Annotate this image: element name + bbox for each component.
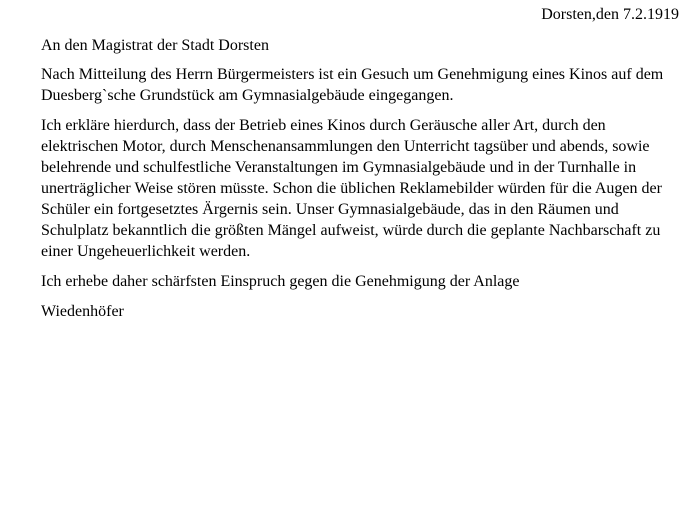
paragraph-objection: Ich erhebe daher schärfsten Einspruch gegen die Genehmigung der Anlage xyxy=(41,273,520,290)
date-line: Dorsten,den 7.2.1919 xyxy=(541,6,679,23)
signature-name: Wiedenhöfer xyxy=(41,303,124,320)
paragraph-notice: Nach Mitteilung des Herrn Bürgermeisters ist ein Gesuch um Genehmigung eines Kinos auf dem Duesberg`sche Grundstück am Gymnasialgebäude eingegangen. xyxy=(41,66,664,104)
paragraph-objection-reasons: Ich erkläre hierdurch, dass der Betrieb eines Kinos durch Geräusche aller Art, durch den elektrischen Motor, durch Menschenansammlungen den Unterricht tagsüber und abends, sowie belehrende und schulfestliche Veranstaltungen im Gymnasialgebäude und in der Turnhalle in unerträglicher Weise stören müsste. Schon die üblichen Reklamebilder würden für die Augen der Schüler ein fortgesetztes Ärgernis sein. Unser Gymnasialgebäude, das in den Räumen und Schulplatz bekanntlich die größten Mängel aufweist, würde durch die geplante Nachbarschaft zu einer Ungeheuerlichkeit werden. xyxy=(41,117,662,260)
recipient-line: An den Magistrat der Stadt Dorsten xyxy=(41,37,269,54)
letter-body xyxy=(41,35,676,331)
